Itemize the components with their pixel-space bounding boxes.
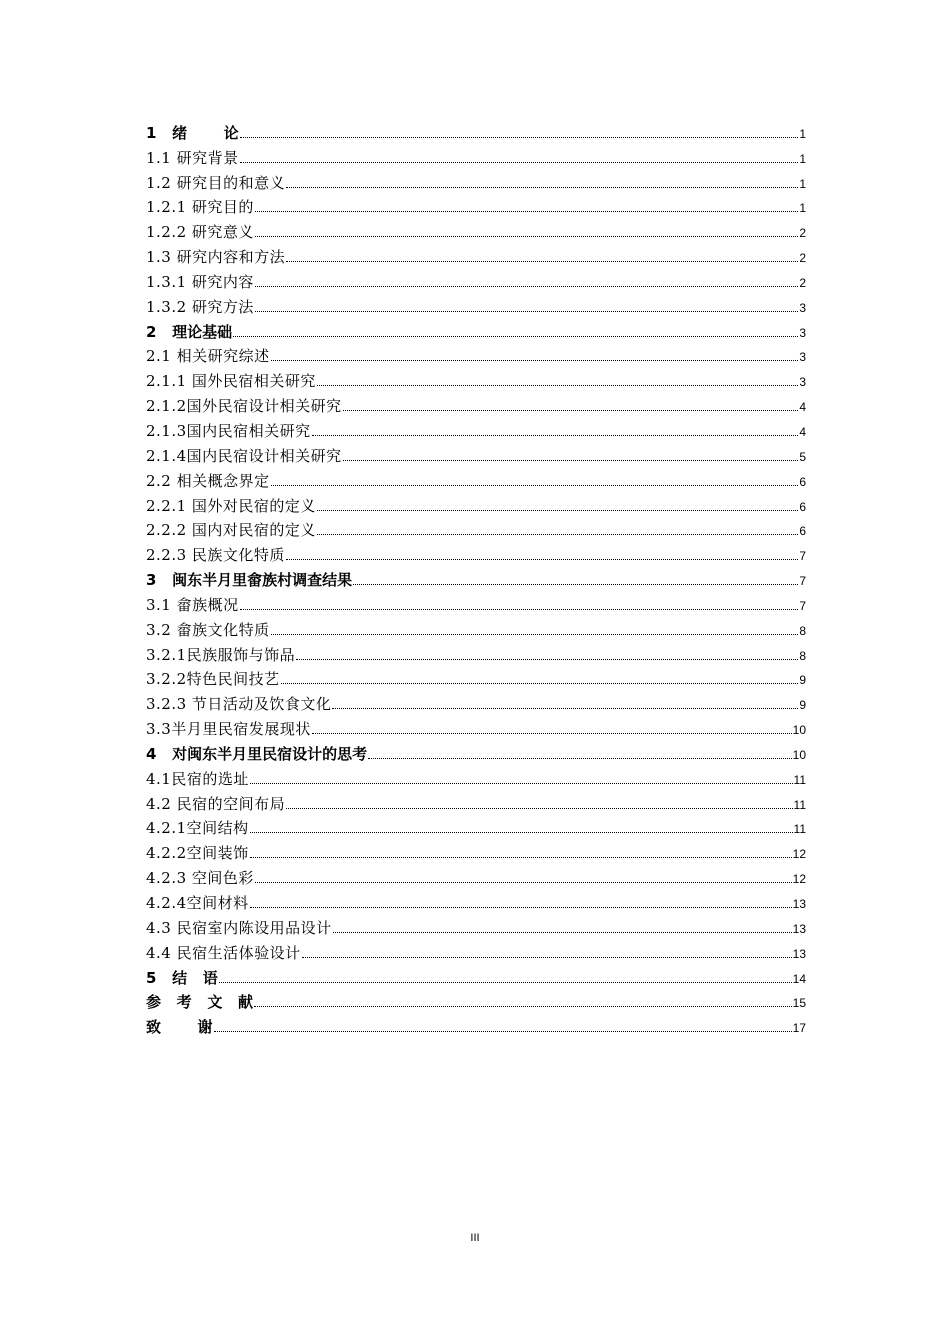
toc-entry-title: 2.2.2 国内对民宿的定义 <box>146 521 316 540</box>
toc-entry[interactable] <box>146 515 806 540</box>
toc-entry-page: 3 <box>799 325 806 340</box>
toc-entry-title: 2.1.2国外民宿设计相关研究 <box>146 397 342 416</box>
toc-dot-leader <box>332 708 798 709</box>
toc-entry-title: 3.2.3 节日活动及饮食文化 <box>146 695 332 714</box>
toc-entry-page: 2 <box>799 275 806 290</box>
toc-entry-title: 4.2.3 空间色彩 <box>146 869 254 888</box>
toc-entry-page: 1 <box>799 176 806 191</box>
toc-entry-title: 2.1.1 国外民宿相关研究 <box>146 372 316 391</box>
toc-dot-leader <box>271 485 799 486</box>
toc-entry-title: 1 绪 论 <box>146 123 239 142</box>
toc-entry-title: 2 理论基础 <box>146 322 233 341</box>
toc-entry-title: 4.2.2空间装饰 <box>146 844 249 863</box>
toc-entry[interactable] <box>146 614 806 639</box>
toc-dot-leader <box>255 311 798 312</box>
toc-entry[interactable] <box>146 117 806 142</box>
toc-entry[interactable] <box>146 341 806 366</box>
toc-dot-leader <box>250 857 792 858</box>
page-number: III <box>470 1232 480 1244</box>
toc-entry[interactable] <box>146 440 806 465</box>
toc-entry-page: 13 <box>792 921 806 936</box>
toc-dot-leader <box>317 385 798 386</box>
toc-entry[interactable] <box>146 837 806 862</box>
toc-entry-title: 1.2.1 研究目的 <box>146 198 254 217</box>
toc-dot-leader <box>240 609 799 610</box>
toc-entry[interactable] <box>146 912 806 937</box>
toc-dot-leader <box>255 236 798 237</box>
toc-entry-page: 7 <box>799 574 806 589</box>
toc-entry[interactable] <box>146 688 806 713</box>
toc-entry[interactable] <box>146 564 806 589</box>
toc-entry-title: 4.4 民宿生活体验设计 <box>146 943 301 962</box>
toc-dot-leader <box>317 534 798 535</box>
toc-entry-title: 3.2 畲族文化特质 <box>146 620 270 639</box>
toc-entry-title: 致 谢 <box>146 1018 213 1037</box>
toc-entry[interactable] <box>146 813 806 838</box>
toc-entry[interactable] <box>146 887 806 912</box>
toc-dot-leader <box>368 758 792 759</box>
toc-entry-page: 11 <box>793 772 806 787</box>
toc-entry-page: 6 <box>799 474 806 489</box>
toc-dot-leader <box>343 460 799 461</box>
toc-entry[interactable] <box>146 862 806 887</box>
toc-dot-leader <box>333 932 792 933</box>
toc-dot-leader <box>240 137 799 138</box>
toc-entry-title: 3.2.2特色民间技艺 <box>146 670 280 689</box>
toc-entry-page: 10 <box>792 747 806 762</box>
toc-entry-title: 2.2 相关概念界定 <box>146 471 270 490</box>
toc-entry-page: 8 <box>799 623 806 638</box>
toc-entry[interactable] <box>146 962 806 987</box>
toc-dot-leader <box>286 559 798 560</box>
toc-entry-page: 1 <box>799 201 806 216</box>
toc-entry[interactable] <box>146 415 806 440</box>
toc-entry-page: 5 <box>799 449 806 464</box>
toc-entry-page: 3 <box>799 375 806 390</box>
toc-entry-page: 12 <box>792 847 806 862</box>
toc-entry-title: 1.2 研究目的和意义 <box>146 173 286 192</box>
toc-entry-title: 参 考 文 献 <box>146 993 253 1012</box>
toc-entry-page: 14 <box>792 971 806 986</box>
toc-entry-page: 13 <box>792 897 806 911</box>
toc-entry-title: 2.2.1 国外对民宿的定义 <box>146 496 316 515</box>
toc-entry-title: 5 结 语 <box>146 968 218 987</box>
toc-entry[interactable] <box>146 192 806 217</box>
toc-entry-page: 1 <box>799 126 806 141</box>
toc-entry[interactable] <box>146 738 806 763</box>
toc-entry-page: 10 <box>792 723 806 738</box>
toc-entry[interactable] <box>146 266 806 291</box>
toc-entry[interactable] <box>146 490 806 515</box>
toc-dot-leader <box>240 162 799 163</box>
toc-entry-title: 3 闽东半月里畲族村调查结果 <box>146 571 353 590</box>
toc-entry-title: 2.2.3 民族文化特质 <box>146 546 285 565</box>
toc-dot-leader <box>255 882 792 883</box>
toc-entry-page: 11 <box>793 797 806 812</box>
toc-entry-page: 13 <box>792 946 806 961</box>
toc-entry-title: 2.1 相关研究综述 <box>146 347 270 366</box>
toc-entry-page: 1 <box>799 151 806 166</box>
toc-entry-page: 12 <box>792 872 806 887</box>
toc-dot-leader <box>286 261 798 262</box>
toc-dot-leader <box>312 733 792 734</box>
toc-entry[interactable] <box>146 216 806 241</box>
toc-entry[interactable] <box>146 937 806 962</box>
toc-dot-leader <box>286 187 798 188</box>
toc-entry-page: 6 <box>799 499 806 514</box>
toc-dot-leader <box>254 1006 792 1007</box>
toc-entry[interactable] <box>146 763 806 788</box>
toc-entry-page: 11 <box>793 822 806 837</box>
toc-entry-title: 4.2 民宿的空间布局 <box>146 794 286 813</box>
toc-dot-leader <box>214 1031 792 1032</box>
toc-dot-leader <box>219 982 792 983</box>
toc-entry[interactable] <box>146 365 806 390</box>
toc-entry-title: 1.2.2 研究意义 <box>146 223 254 242</box>
toc-entry[interactable] <box>146 539 806 564</box>
toc-dot-leader <box>250 832 793 833</box>
toc-dot-leader <box>317 510 798 511</box>
toc-entry-title: 1.3 研究内容和方法 <box>146 248 286 267</box>
toc-entry-page: 15 <box>792 996 806 1011</box>
toc-entry[interactable] <box>146 713 806 738</box>
toc-entry[interactable] <box>146 1011 806 1036</box>
toc-dot-leader <box>233 336 798 337</box>
toc-entry[interactable] <box>146 241 806 266</box>
toc-entry[interactable] <box>146 664 806 689</box>
toc-dot-leader <box>250 783 793 784</box>
toc-entry-page: 3 <box>799 350 806 365</box>
toc-entry-page: 2 <box>799 251 806 266</box>
toc-entry-title: 3.2.1民族服饰与饰品 <box>146 645 296 664</box>
toc-entry-title: 3.1 畲族概况 <box>146 595 239 614</box>
toc-entry-page: 9 <box>799 698 806 713</box>
toc-entry-page: 6 <box>799 524 806 539</box>
toc-entry[interactable] <box>146 316 806 341</box>
toc-entry[interactable] <box>146 291 806 316</box>
toc-entry[interactable] <box>146 465 806 490</box>
toc-dot-leader <box>250 907 792 908</box>
toc-entry-title: 1.3.2 研究方法 <box>146 297 254 316</box>
toc-entry[interactable] <box>146 142 806 167</box>
toc-entry-page: 7 <box>799 549 806 564</box>
toc-entry-page: 8 <box>799 648 806 663</box>
table-of-contents <box>146 117 806 1036</box>
toc-entry-page: 7 <box>799 598 806 613</box>
toc-entry-page: 4 <box>799 424 806 439</box>
toc-entry-title: 4.1民宿的选址 <box>146 769 249 788</box>
toc-entry-page: 17 <box>792 1021 806 1036</box>
toc-entry-page: 9 <box>799 673 806 688</box>
toc-entry-title: 2.1.4国内民宿设计相关研究 <box>146 446 342 465</box>
toc-entry-title: 4.2.1空间结构 <box>146 819 249 838</box>
toc-dot-leader <box>281 683 799 684</box>
toc-dot-leader <box>312 435 799 436</box>
toc-dot-leader <box>343 410 799 411</box>
toc-entry-title: 4.2.4空间材料 <box>146 894 249 912</box>
toc-dot-leader <box>255 211 798 212</box>
toc-entry-title: 1.3.1 研究内容 <box>146 272 254 291</box>
toc-dot-leader <box>271 634 799 635</box>
toc-entry[interactable] <box>146 589 806 614</box>
toc-entry[interactable] <box>146 390 806 415</box>
toc-entry-title: 4.3 民宿室内陈设用品设计 <box>146 918 332 937</box>
toc-entry-title: 3.3半月里民宿发展现状 <box>146 720 311 739</box>
toc-entry-page: 4 <box>799 400 806 415</box>
toc-entry[interactable] <box>146 987 806 1012</box>
toc-entry[interactable] <box>146 167 806 192</box>
toc-dot-leader <box>296 659 798 660</box>
toc-entry[interactable] <box>146 639 806 664</box>
toc-dot-leader <box>271 360 799 361</box>
toc-entry-page: 2 <box>799 226 806 241</box>
toc-entry-page: 3 <box>799 300 806 315</box>
toc-entry-title: 4 对闽东半月里民宿设计的思考 <box>146 744 368 763</box>
toc-entry[interactable] <box>146 788 806 813</box>
toc-entry-title: 1.1 研究背景 <box>146 148 239 167</box>
toc-dot-leader <box>353 584 798 585</box>
toc-dot-leader <box>255 286 798 287</box>
toc-dot-leader <box>302 957 792 958</box>
toc-dot-leader <box>286 808 792 809</box>
toc-entry-title: 2.1.3国内民宿相关研究 <box>146 421 311 440</box>
